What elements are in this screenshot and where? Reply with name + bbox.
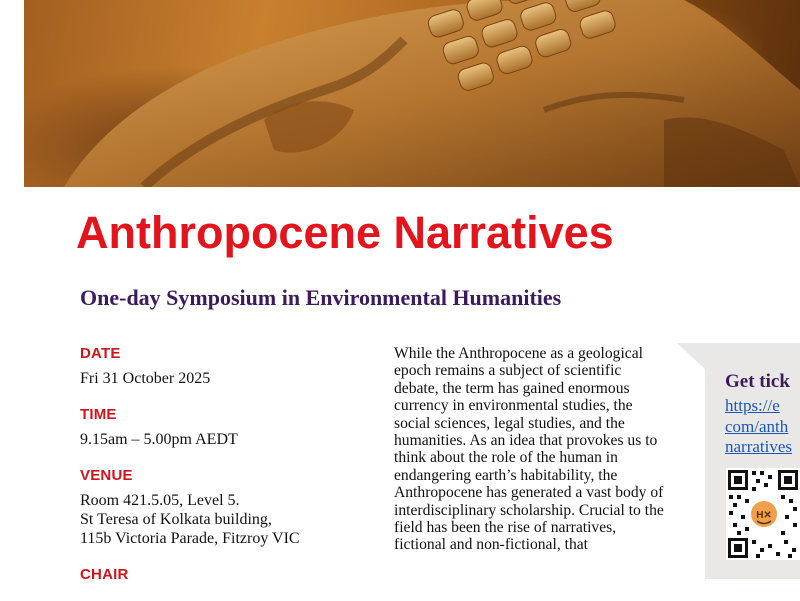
time-label: TIME — [80, 406, 117, 423]
event-description: While the Anthropocene as a geological epoch remains a subject of scientific debate, the term has gained enormous currency in environmental studies, the social sciences, legal studies, and the humanities. As an idea that provokes us to think about the role of the human in endangering earth’s habitability, the Anthropocene has generated a vast body of interdisciplinary scholarship. Crucial to the field has been the rise of narratives, fictional and non-fictional, that — [394, 345, 664, 554]
venue-line: Room 421.5.05, Level 5. — [80, 492, 240, 509]
venue-label: VENUE — [80, 467, 133, 484]
venue-line: 115b Victoria Parade, Fitzroy VIC — [80, 530, 300, 547]
venue-line: St Teresa of Kolkata building, — [80, 511, 272, 528]
ticket-link-line[interactable]: com/anth — [725, 416, 789, 436]
qr-code-graphic — [726, 468, 800, 560]
ticket-link[interactable] — [725, 396, 800, 458]
venue-block — [80, 467, 380, 548]
time-block — [80, 406, 380, 449]
time-value: 9.15am – 5.00pm AEDT — [80, 431, 238, 448]
ticket-link-line[interactable]: https://e — [725, 396, 780, 415]
stone-fossil-phone-icon — [24, 0, 800, 187]
event-title: Anthropocene Narratives — [76, 207, 614, 258]
chair-label: CHAIR — [80, 566, 129, 583]
qr-code-icon[interactable] — [726, 468, 800, 565]
date-label: DATE — [80, 345, 121, 362]
ticket-heading: Get tick — [725, 371, 790, 392]
event-subtitle: One-day Symposium in Environmental Humanities — [80, 285, 562, 310]
hero-image — [24, 0, 800, 187]
chair-block — [80, 566, 380, 583]
qr-logo-mark: H✕ — [756, 510, 772, 521]
event-details — [80, 345, 380, 601]
ticket-link-line[interactable]: narratives — [725, 437, 793, 456]
date-block — [80, 345, 380, 388]
date-value: Fri 31 October 2025 — [80, 370, 211, 387]
